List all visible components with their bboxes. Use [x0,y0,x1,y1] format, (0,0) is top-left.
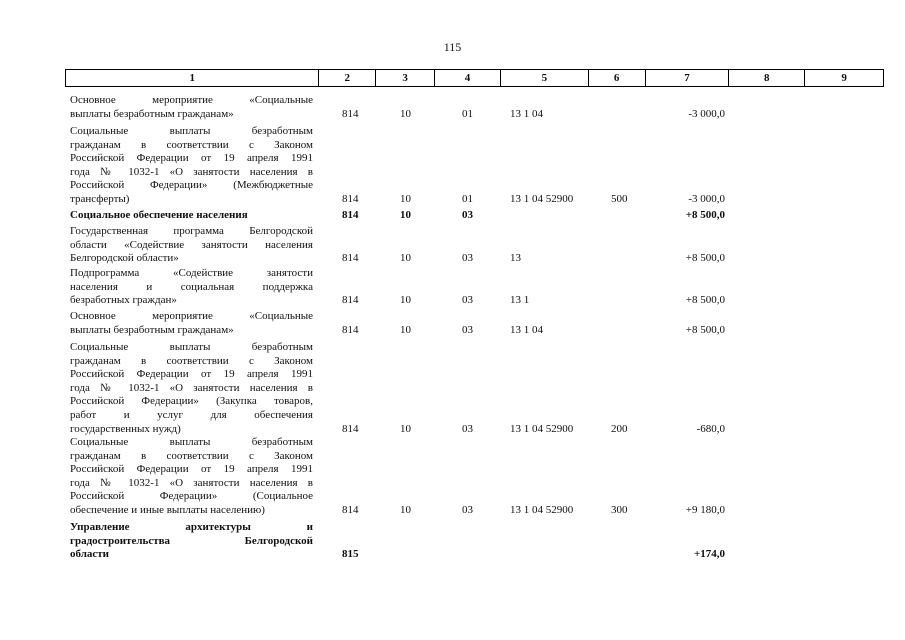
description-line: выплаты безработным гражданам» [70,323,234,336]
cell-col-3: 10 [400,193,411,205]
cell-col-7: +9 180,0 [685,504,725,516]
cell-col-7: +8 500,0 [685,294,725,307]
page-number: 115 [443,40,462,54]
header-col-9: 9 [804,70,883,86]
description-line: Социальные выплаты безработным [70,341,313,353]
cell-col-5: 13 1 04 [510,323,543,336]
description-line: Российской Федерации» (Социальное [70,490,313,503]
header-col-1: 1 [189,72,195,84]
cell-col-3: 10 [400,422,411,435]
cell-col-5: 13 1 [510,294,530,307]
row-description [70,94,313,121]
description-line: области [70,548,110,561]
row-description [70,225,313,266]
cell-col-7: -680,0 [696,422,725,435]
description-line: Управление архитектуры и [70,521,313,533]
row-description [70,209,313,223]
cell-col-4: 03 [462,504,473,516]
cell-col-4: 03 [462,294,473,307]
description-line: обеспечение и иные выплаты населению) [70,503,265,516]
cell-col-5: 13 1 04 52900 [510,193,574,205]
description-line: Российской Федерации от 19 апреля 1991 [70,463,313,476]
cell-col-2: 814 [342,193,359,205]
header-col-7: 7 [645,70,729,86]
description-line: Российской Федерации» (Межбюджетные [70,179,313,192]
description-line: выплаты безработным гражданам» [70,107,234,120]
cell-col-2: 814 [342,504,359,516]
description-line: Российской Федерации от 19 апреля 1991 [70,368,313,381]
cell-col-4: 03 [462,323,473,336]
cell-col-4: 03 [462,422,473,435]
cell-col-7: +8 500,0 [685,209,725,221]
cell-col-6: 200 [611,422,628,435]
cell-col-4: 01 [462,107,473,120]
description-line: гражданам в соответствии с Законом [70,354,313,367]
header-col-2: 2 [318,70,375,86]
description-line: работ и услуг для обеспечения [70,408,313,421]
cell-col-3: 10 [400,294,411,307]
description-line: Социальное обеспечение населения [70,209,248,221]
description-line: Государственная программа Белгородской [70,225,313,237]
header-col-5: 5 [500,70,588,86]
cell-col-3: 10 [400,209,411,221]
cell-col-7: +8 500,0 [685,323,725,336]
row-description [70,521,313,562]
description-line: безработных граждан» [70,294,177,307]
cell-col-7: +174,0 [693,548,725,561]
table-header [65,69,884,87]
cell-col-2: 814 [342,252,359,265]
description-line: Российской Федерации от 19 апреля 1991 [70,152,313,165]
description-line: Социальные выплаты безработным [70,436,313,448]
header-col-4: 4 [434,70,500,86]
row-description [70,267,313,308]
description-line: года № 1032-1 «О занятости населения в [70,165,313,178]
description-line: населения и социальная поддержка [70,280,313,293]
description-line: государственных нужд) [70,422,181,435]
cell-col-3: 10 [400,504,411,516]
cell-col-6: 300 [611,504,628,516]
description-line: трансферты) [70,192,130,205]
description-line: гражданам в соответствии с Законом [70,138,313,151]
cell-col-7: -3 000,0 [688,193,725,205]
row-description [70,436,313,518]
cell-col-4: 03 [462,252,473,265]
cell-col-2: 814 [342,294,359,307]
description-line: области «Содействие занятости населения [70,238,313,251]
cell-col-5: 13 1 04 52900 [510,422,574,435]
header-col-8: 8 [728,70,804,86]
description-line: Белгородской области» [70,252,179,265]
cell-col-2: 814 [342,209,359,221]
description-line: Социальные выплаты безработным [70,125,313,137]
cell-col-6: 500 [611,193,628,205]
cell-col-3: 10 [400,252,411,265]
cell-col-5: 13 1 04 52900 [510,504,574,516]
cell-col-2: 814 [342,107,359,120]
description-line: года № 1032-1 «О занятости населения в [70,381,313,394]
cell-col-3: 10 [400,323,411,336]
description-line: гражданам в соответствии с Законом [70,449,313,462]
cell-col-3: 10 [400,107,411,120]
row-description [70,125,313,207]
description-line: Основное мероприятие «Социальные [70,310,313,322]
cell-col-7: +8 500,0 [685,252,725,265]
description-line: Российской Федерации» (Закупка товаров, [70,395,313,408]
description-line: градостроительства Белгородской [70,534,313,547]
cell-col-2: 814 [342,422,359,435]
header-col-6: 6 [588,70,645,86]
cell-col-2: 815 [342,548,359,561]
header-col-3: 3 [375,70,434,86]
cell-col-4: 01 [462,193,473,205]
cell-col-2: 814 [342,323,359,336]
description-line: Подпрограмма «Содействие занятости [70,267,313,279]
cell-col-5: 13 1 04 [510,107,543,120]
description-line: Основное мероприятие «Социальные [70,94,313,106]
row-description [70,341,313,436]
cell-col-5: 13 [510,252,521,265]
cell-col-7: -3 000,0 [688,107,725,120]
row-description [70,310,313,337]
description-line: года № 1032-1 «О занятости населения в [70,476,313,489]
cell-col-4: 03 [462,209,473,221]
